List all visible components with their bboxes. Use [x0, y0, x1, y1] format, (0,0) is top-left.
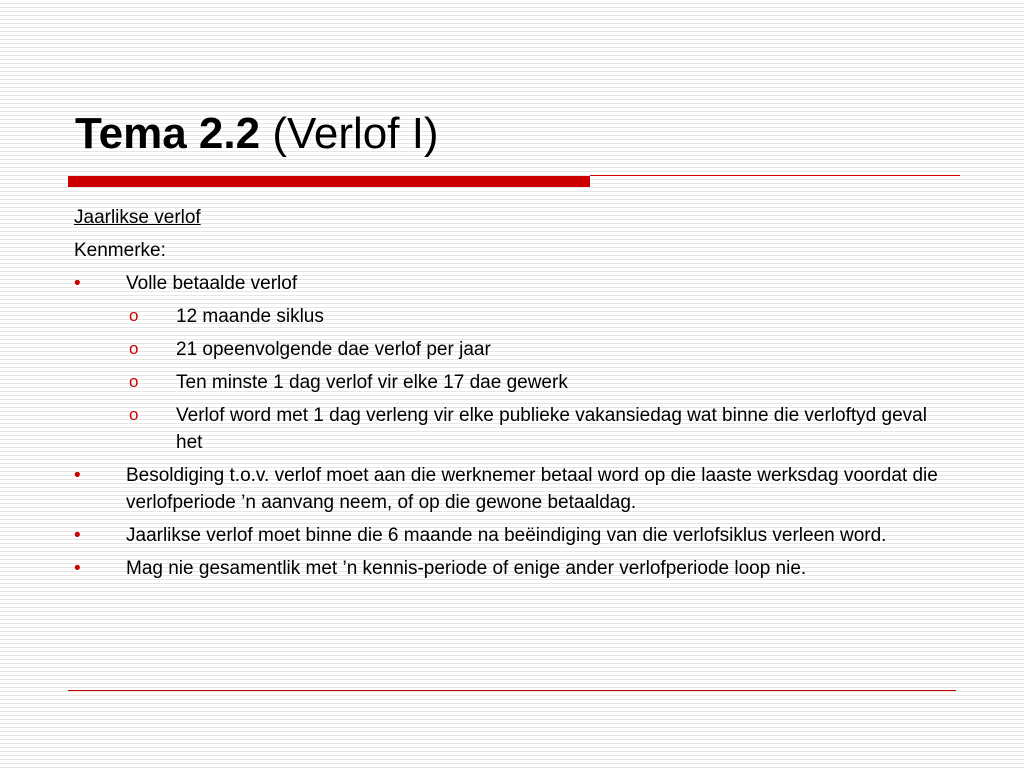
section-subheading: Kenmerke: [74, 240, 166, 261]
sub-bullet-text: 12 maande siklus [176, 306, 324, 327]
footer-rule [68, 690, 956, 691]
slide-title [75, 108, 439, 160]
bullet-marker: • [74, 465, 81, 486]
sub-bullet-marker: o [129, 405, 139, 424]
sub-bullet-item [74, 303, 954, 330]
sub-bullet-marker: o [129, 372, 139, 391]
bullet-item [74, 522, 954, 549]
section-heading: Jaarlikse verlof [74, 207, 201, 228]
sub-bullet-text: 21 opeenvolgende dae verlof per jaar [176, 339, 491, 360]
sub-bullet-marker: o [129, 306, 139, 325]
bullet-item [74, 462, 954, 516]
slide-title-number: Tema 2.2 [75, 109, 261, 158]
slide-title-topic: (Verlof I) [272, 109, 439, 158]
bullet-marker: • [74, 273, 81, 294]
slide-body [74, 204, 954, 588]
bullet-marker: • [74, 558, 81, 579]
title-underline-thick [68, 176, 590, 187]
bullet-item [74, 555, 954, 582]
bullet-text: Besoldiging t.o.v. verlof moet aan die werknemer betaal word op die laaste werksdag voordat die verlofperiode ’n aanvang neem, of op die gewone betaaldag. [126, 465, 938, 513]
bullet-text: Mag nie gesamentlik met ’n kennis-periode of enige ander verlofperiode loop nie. [126, 558, 807, 579]
sub-bullet-text: Verlof word met 1 dag verleng vir elke publieke vakansiedag wat binne die verloftyd geval het [176, 405, 927, 453]
title-underline-thin [590, 175, 960, 176]
sub-bullet-item [74, 369, 954, 396]
bullet-item [74, 270, 954, 297]
bullet-text: Volle betaalde verlof [126, 273, 298, 294]
bullet-marker: • [74, 525, 81, 546]
bullet-text: Jaarlikse verlof moet binne die 6 maande na beëindiging van die verlofsiklus verleen word. [126, 525, 887, 546]
sub-bullet-item [74, 402, 954, 456]
sub-bullet-text: Ten minste 1 dag verlof vir elke 17 dae gewerk [176, 372, 568, 393]
sub-bullet-item [74, 336, 954, 363]
sub-bullet-marker: o [129, 339, 139, 358]
